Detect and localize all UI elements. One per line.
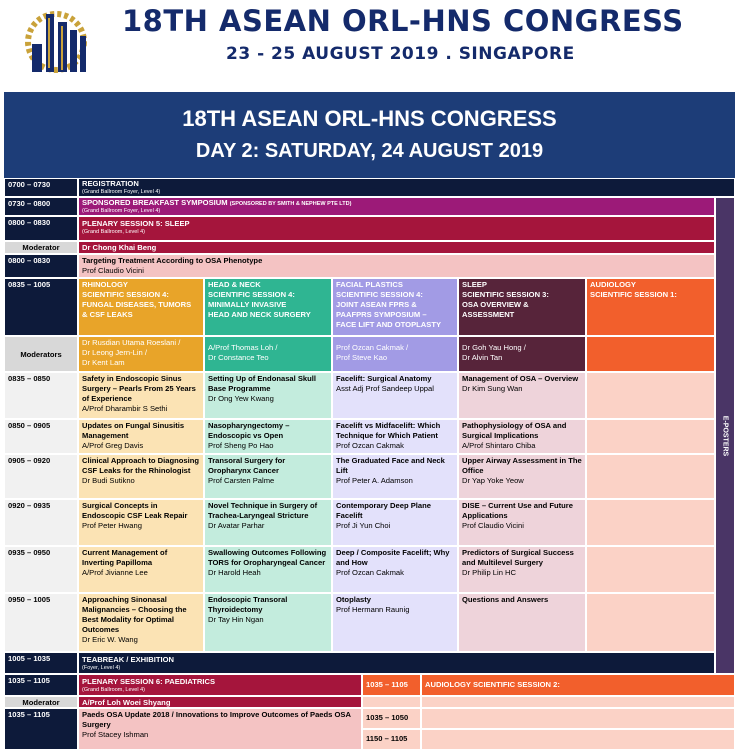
- talk-cell: [204, 419, 332, 454]
- talk-title: Paeds OSA Update 2018 / Innovations to Improve Outcomes of Paeds OSA Surgery: [82, 710, 351, 729]
- talk-cell: [458, 546, 586, 593]
- audiology2-slot-talk: [421, 708, 735, 729]
- talk-cell: [458, 499, 586, 546]
- talk-speaker: Prof Ozcan Cakmak: [336, 441, 404, 450]
- talk-title: Setting Up of Endonasal Skull Base Programme: [208, 374, 317, 393]
- time-cell: 0835 – 0850: [4, 372, 78, 419]
- day-banner: [4, 92, 735, 179]
- talk-title: Contemporary Deep Plane Facelift: [336, 501, 431, 520]
- audiology-empty-cell: [586, 499, 715, 546]
- talk-title: Pathophysiology of OSA and Surgical Implications: [462, 421, 567, 440]
- talk-speaker: Dr Budi Sutikno: [82, 476, 135, 485]
- breakfast-cell: [78, 197, 715, 216]
- header-title: 18TH ASEAN ORL-HNS CONGRESS: [122, 4, 684, 38]
- talk-speaker: Prof Hermann Raunig: [336, 605, 410, 614]
- talk-title: Approaching Sinonasal Malignancies – Choosing the Best Modality for Optimal Outcomes: [82, 595, 187, 634]
- talk-title: Surgical Concepts in Endoscopic CSF Leak Repair: [82, 501, 188, 520]
- row-sponsor: (SPONSORED BY SMITH & NEPHEW PTE LTD): [229, 201, 352, 207]
- moderator-label: Moderator: [4, 241, 78, 254]
- moderators-rhinology: Dr Rusdian Utama Roeslani / Dr Leong Jern-Lin / Dr Kent Lam: [78, 336, 204, 372]
- talk-cell: [458, 454, 586, 499]
- talk-title: Questions and Answers: [462, 595, 549, 604]
- talk-title: Endoscopic Transoral Thyroidectomy: [208, 595, 288, 614]
- talk-speaker: Asst Adj Prof Sandeep Uppal: [336, 384, 434, 393]
- row-venue: (Foyer, Level 4): [82, 665, 121, 671]
- audiology-empty-cell: [586, 593, 715, 652]
- talk-cell: [204, 546, 332, 593]
- talk-cell: [458, 372, 586, 419]
- talk-cell: [78, 254, 715, 278]
- talk-speaker: Prof Claudio Vicini: [462, 521, 524, 530]
- talk-speaker: A/Prof Shintaro Chiba: [462, 441, 536, 450]
- eposters-label: E-POSTERS: [721, 415, 729, 456]
- talk-title: Otoplasty: [336, 595, 372, 604]
- talk-cell: [332, 546, 458, 593]
- row-venue: (Grand Ballroom, Level 4): [82, 687, 145, 693]
- talk-speaker: Prof Peter A. Adamson: [336, 476, 413, 485]
- talk-speaker: Dr Harold Heah: [208, 568, 261, 577]
- row-venue: (Grand Ballroom Foyer, Level 4): [82, 189, 161, 195]
- time-cell: 0950 – 1005: [4, 593, 78, 652]
- talk-cell: [332, 499, 458, 546]
- banner-day: DAY 2: SATURDAY, 24 AUGUST 2019: [195, 140, 544, 162]
- talk-cell: [332, 454, 458, 499]
- time-cell: 0800 – 0830: [4, 216, 78, 241]
- talk-title: The Graduated Face and Neck Lift: [336, 456, 445, 475]
- plenary6-cell: [78, 674, 362, 696]
- audiology-empty-cell: [586, 546, 715, 593]
- talk-speaker: Dr Eric W. Wang: [82, 635, 138, 644]
- audiology2-slot: 1150 – 1105: [362, 729, 421, 750]
- moderators-sleep: Dr Goh Yau Hong / Dr Alvin Tan: [458, 336, 586, 372]
- audiology2-spacer: [362, 696, 421, 708]
- moderators-facial-plastics: Prof Ozcan Cakmak / Prof Steve Kao: [332, 336, 458, 372]
- row-title: PLENARY SESSION 5: SLEEP: [82, 219, 190, 228]
- session-audiology: AUDIOLOGY SCIENTIFIC SESSION 1:: [586, 278, 715, 336]
- session-head-neck: HEAD & NECK SCIENTIFIC SESSION 4: MINIMALLY INVASIVE HEAD AND NECK SURGERY: [204, 278, 332, 336]
- talk-title: Targeting Treatment According to OSA Phenotype: [82, 256, 263, 265]
- talk-title: DISE – Current Use and Future Applications: [462, 501, 573, 520]
- talk-cell: [78, 593, 204, 652]
- talk-cell: [78, 454, 204, 499]
- registration-cell: [78, 178, 735, 197]
- row-venue: (Grand Ballroom, Level 4): [82, 229, 145, 235]
- time-cell: 0835 – 1005: [4, 278, 78, 336]
- time-cell: 0800 – 0830: [4, 254, 78, 278]
- talk-cell: [332, 419, 458, 454]
- moderator-name: A/Prof Loh Woei Shyang: [78, 696, 362, 708]
- audiology-empty-cell: [586, 419, 715, 454]
- session-sleep: SLEEP SCIENTIFIC SESSION 3: OSA OVERVIEW & ASSESSMENT: [458, 278, 586, 336]
- talk-speaker: Dr Avatar Parhar: [208, 521, 265, 530]
- time-cell: 0920 – 0935: [4, 499, 78, 546]
- congress-logo-icon: [18, 8, 108, 76]
- talk-title: Facelift: Surgical Anatomy: [336, 374, 432, 383]
- congress-header: [0, 0, 741, 86]
- talk-speaker: Prof Stacey Ishman: [82, 730, 149, 739]
- talk-speaker: A/Prof Jivianne Lee: [82, 568, 148, 577]
- talk-cell: [458, 419, 586, 454]
- talk-speaker: Prof Sheng Po Hao: [208, 441, 274, 450]
- talk-title: Nasopharyngectomy – Endoscopic vs Open: [208, 421, 290, 440]
- time-cell: 0730 – 0800: [4, 197, 78, 216]
- talk-cell: [332, 372, 458, 419]
- eposters-column: [715, 197, 735, 674]
- talk-title: Predictors of Surgical Success and Multilevel Surgery: [462, 548, 574, 567]
- talk-speaker: Dr Ong Yew Kwang: [208, 394, 274, 403]
- row-venue: (Grand Ballroom Foyer, Level 4): [82, 208, 161, 214]
- talk-cell: [78, 546, 204, 593]
- talk-cell: [78, 499, 204, 546]
- talk-cell: [204, 593, 332, 652]
- talk-speaker: A/Prof Greg Davis: [82, 441, 144, 450]
- talk-speaker: Prof Carsten Palme: [208, 476, 275, 485]
- talk-speaker: Dr Philip Lin HC: [462, 568, 517, 577]
- row-title: PLENARY SESSION 6: PAEDIATRICS: [82, 677, 216, 686]
- time-cell: 0935 – 0950: [4, 546, 78, 593]
- talk-cell: [332, 593, 458, 652]
- talk-cell: [78, 419, 204, 454]
- header-subtitle: 23 - 25 AUGUST 2019 . SINGAPORE: [226, 44, 575, 64]
- time-cell: 1005 – 1035: [4, 652, 78, 674]
- talk-speaker: Prof Ji Yun Choi: [336, 521, 391, 530]
- talk-speaker: Dr Tay Hin Ngan: [208, 615, 264, 624]
- time-cell: 0905 – 0920: [4, 454, 78, 499]
- talk-title: Swallowing Outcomes Following TORS for Oropharyngeal Cancer: [208, 548, 327, 567]
- time-cell: 0850 – 0905: [4, 419, 78, 454]
- audiology-empty-cell: [586, 372, 715, 419]
- time-cell: 1035 – 1105: [4, 708, 78, 750]
- talk-title: Safety in Endoscopic Sinus Surgery – Pearls From 25 Years of Experience: [82, 374, 196, 403]
- moderators-head-neck: A/Prof Thomas Loh / Dr Constance Teo: [204, 336, 332, 372]
- talk-title: Updates on Fungal Sinusitis Management: [82, 421, 185, 440]
- talk-speaker: A/Prof Dharambir S Sethi: [82, 404, 168, 413]
- talk-cell: [204, 454, 332, 499]
- time-cell: 0700 – 0730: [4, 178, 78, 197]
- talk-title: Deep / Composite Facelift; Why and How: [336, 548, 450, 567]
- session-rhinology: RHINOLOGY SCIENTIFIC SESSION 4: FUNGAL DISEASES, TUMORS & CSF LEAKS: [78, 278, 204, 336]
- talk-cell: [204, 372, 332, 419]
- moderators-label: Moderators: [4, 336, 78, 372]
- talk-title: Clinical Approach to Diagnosing CSF Leaks for the Rhinologist: [82, 456, 200, 475]
- moderator-name: Dr Chong Khai Beng: [78, 241, 715, 254]
- talk-cell: [78, 372, 204, 419]
- talk-title: Current Management of Inverting Papilloma: [82, 548, 168, 567]
- time-cell: 1035 – 1105: [4, 674, 78, 696]
- talk-cell: [458, 593, 586, 652]
- audiology2-slot: 1035 – 1050: [362, 708, 421, 729]
- talk-speaker: Prof Claudio Vicini: [82, 266, 144, 275]
- banner-title: 18TH ASEAN ORL-HNS CONGRESS: [182, 106, 557, 131]
- session-facial-plastics: FACIAL PLASTICS SCIENTIFIC SESSION 4: JOINT ASEAN FPRS & PAAFPRS SYMPOSIUM – FACE LIFT AND OTOPLASTY: [332, 278, 458, 336]
- talk-title: Novel Technique in Surgery of Trachea-Laryngeal Stricture: [208, 501, 318, 520]
- talk-speaker: Prof Peter Hwang: [82, 521, 142, 530]
- moderator-label: Moderator: [4, 696, 78, 708]
- talk-title: Management of OSA – Overview: [462, 374, 579, 383]
- moderators-audiology: [586, 336, 715, 372]
- talk-speaker: Dr Kim Sung Wan: [462, 384, 523, 393]
- row-title: SPONSORED BREAKFAST SYMPOSIUM: [82, 198, 228, 207]
- talk-title: Facelift vs Midfacelift: Which Technique for Which Patient: [336, 421, 441, 440]
- audiology2-title: AUDIOLOGY SCIENTIFIC SESSION 2:: [421, 674, 735, 696]
- talk-title: Transoral Surgery for Oropharynx Cancer: [208, 456, 286, 475]
- talk-cell: [78, 708, 362, 750]
- talk-cell: [204, 499, 332, 546]
- audiology-empty-cell: [586, 454, 715, 499]
- audiology2-slot-talk: [421, 729, 735, 750]
- talk-speaker: Prof Ozcan Cakmak: [336, 568, 404, 577]
- plenary5-cell: [78, 216, 715, 241]
- teabreak-cell: [78, 652, 715, 674]
- audiology2-time: 1035 – 1105: [362, 674, 421, 696]
- audiology2-spacer: [421, 696, 735, 708]
- row-title: TEABREAK / EXHIBITION: [82, 655, 174, 664]
- talk-title: Upper Airway Assessment in The Office: [462, 456, 582, 475]
- row-title: REGISTRATION: [82, 179, 139, 188]
- talk-speaker: Dr Yap Yoke Yeow: [462, 476, 524, 485]
